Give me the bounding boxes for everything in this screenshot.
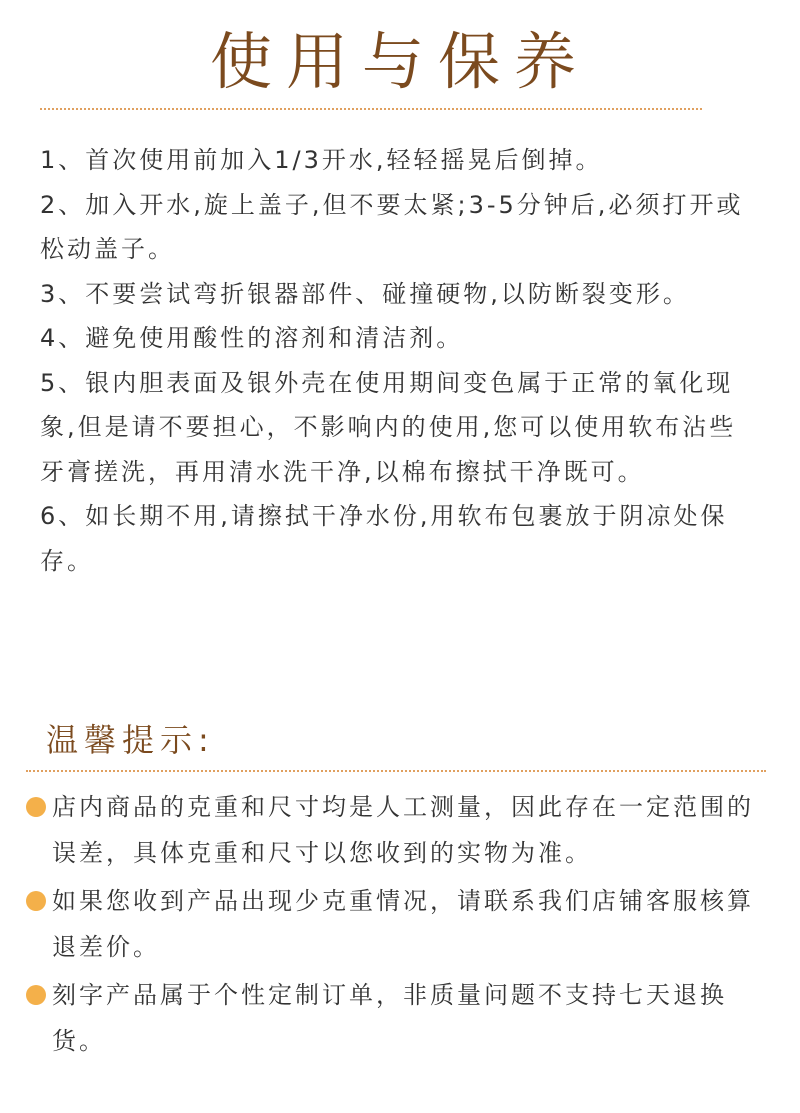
tip-text: 如果您收到产品出现少克重情况，请联系我们店铺客服核算退差价。 — [52, 887, 754, 961]
usage-item: 6、如长期不用,请擦拭干净水份,用软布包裹放于阴凉处保存。 — [40, 502, 728, 575]
tips-divider — [26, 770, 766, 772]
tip-text: 刻字产品属于个性定制订单，非质量问题不支持七天退换货。 — [52, 981, 727, 1055]
bullet-dot-icon — [26, 985, 46, 1005]
usage-item: 1、首次使用前加入1/3开水,轻轻摇晃后倒掉。 — [40, 146, 603, 174]
tip-item — [26, 972, 766, 1064]
usage-item: 3、不要尝试弯折银器部件、碰撞硬物,以防断裂变形。 — [40, 279, 690, 308]
bullet-dot-icon — [26, 891, 46, 911]
tips-heading: 温馨提示: — [46, 721, 215, 759]
usage-item: 2、加入开水,旋上盖子,但不要太紧;3-5分钟后,必须打开或松动盖子。 — [40, 190, 744, 263]
tips-list — [26, 784, 766, 1064]
usage-item: 4、避免使用酸性的溶剂和清洁剂。 — [40, 324, 464, 352]
tip-item — [26, 784, 766, 876]
page-title: 使用与保养 — [209, 25, 590, 98]
tip-item — [26, 878, 766, 970]
tip-text: 店内商品的克重和尺寸均是人工测量，因此存在一定范围的误差，具体克重和尺寸以您收到的实物为准。 — [52, 793, 754, 867]
usage-item: 5、银内胆表面及银外壳在使用期间变色属于正常的氧化现象,但是请不要担心，不影响内的使用,您可以使用软布沾些牙膏搓洗，再用清水洗干净,以棉布擦拭干净既可。 — [40, 368, 737, 486]
title-divider — [40, 108, 702, 110]
usage-instructions-list — [40, 138, 760, 583]
bullet-dot-icon — [26, 797, 46, 817]
